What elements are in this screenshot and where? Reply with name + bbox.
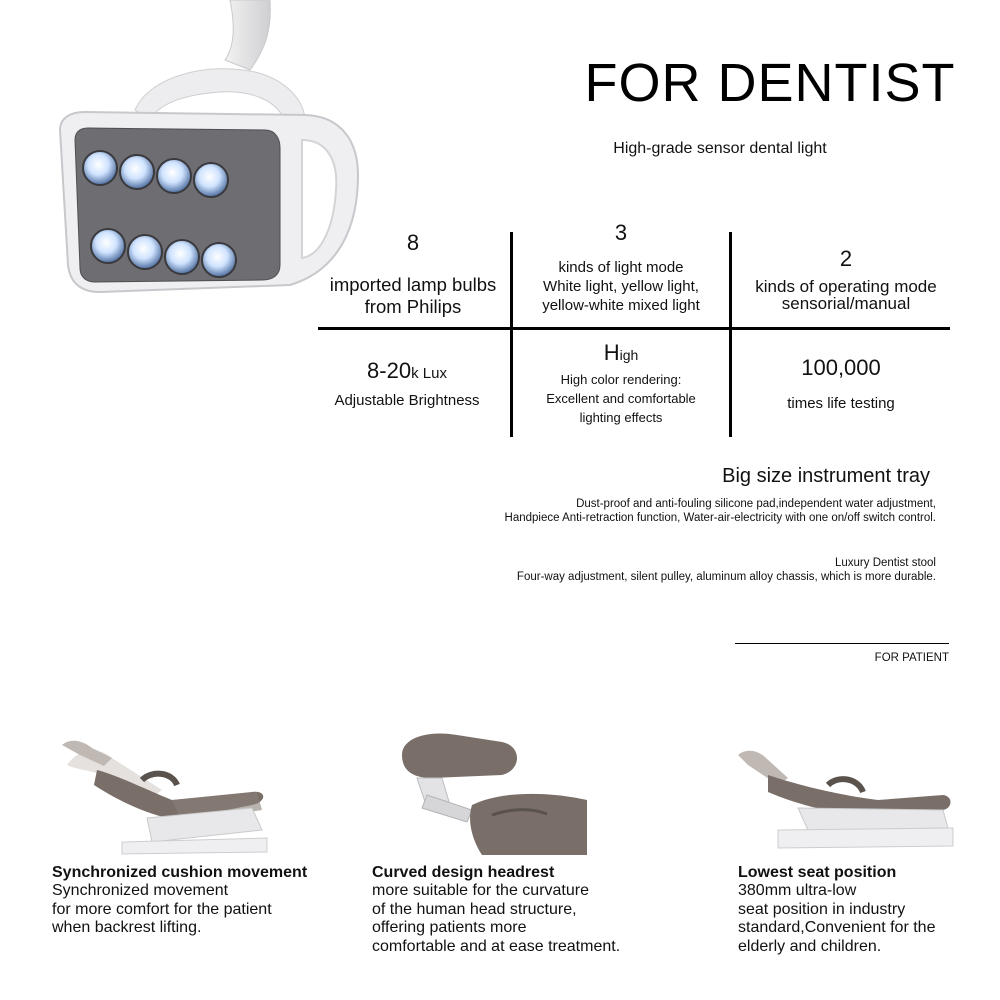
stool-title: Luxury Dentist stool: [835, 557, 936, 569]
feature-3-line: standard,Convenient for the: [738, 919, 936, 936]
spec-lux-value: 8-20: [367, 358, 412, 383]
feature-1-description: [52, 882, 272, 938]
spec-lux-unit: k Lux: [411, 365, 447, 382]
stool-description: [517, 556, 936, 584]
tray-line1: Dust-proof and anti-fouling silicone pad,independent water adjustment,: [576, 498, 936, 510]
spec-modes-line2: White light, yellow light,: [543, 278, 699, 295]
tray-title: Big size instrument tray: [722, 465, 930, 487]
spec-lux-label: Adjustable Brightness: [334, 392, 480, 409]
spec-bulbs: [318, 230, 508, 318]
feature-1-line: for more comfort for the patient: [52, 900, 272, 918]
spec-rendering-line1: High color rendering:: [560, 372, 682, 387]
spec-bulbs-number: 8: [406, 230, 420, 255]
feature-2-line: comfortable and at ease treatment.: [372, 937, 621, 955]
feature-2-line: of the human head structure,: [372, 900, 577, 918]
feature-3-line: seat position in industry: [738, 900, 906, 918]
spec-operating-number: 2: [839, 246, 853, 271]
tray-line2: Handpiece Anti-retraction function, Water-air-electricity with one on/off switch control.: [504, 512, 936, 524]
spec-light-modes: [513, 220, 729, 315]
page-title: FOR DENTIST: [584, 53, 956, 113]
feature-1-line: when backrest lifting.: [52, 919, 202, 936]
spec-rendering: [513, 340, 729, 427]
feature-3-line: elderly and children.: [738, 937, 882, 955]
feature-3-title: Lowest seat position: [738, 864, 897, 881]
spec-rendering-small: igh: [619, 347, 639, 363]
spec-bulbs-line1: imported lamp bulbs: [329, 274, 497, 295]
spec-lux: [313, 358, 501, 409]
tray-description: [505, 497, 936, 525]
spec-life-label: times life testing: [787, 395, 895, 412]
patient-label: FOR PATIENT: [874, 652, 949, 664]
low-seat-image: [738, 730, 988, 855]
spec-rendering-big: H: [603, 340, 620, 365]
spec-life: [732, 355, 950, 412]
feature-2-line: offering patients more: [372, 919, 527, 936]
spec-modes-number: 3: [614, 220, 628, 245]
patient-divider: [735, 643, 949, 644]
spec-life-value: 100,000: [801, 355, 881, 380]
spec-modes-line1: kinds of light mode: [558, 259, 684, 276]
spec-modes-line3: yellow-white mixed light: [542, 297, 700, 314]
spec-grid-horizontal-line: [318, 327, 950, 330]
stool-line1: Four-way adjustment, silent pulley, aluminum alloy chassis, which is more durable.: [516, 571, 936, 583]
spec-operating-line1: kinds of operating mode: [755, 277, 937, 296]
feature-1-line: Synchronized movement: [52, 882, 229, 899]
feature-2-description: [372, 882, 620, 956]
feature-3-line: 380mm ultra-low: [738, 882, 857, 899]
headrest-image: [372, 730, 622, 855]
feature-1-title: Synchronized cushion movement: [52, 864, 308, 881]
feature-2-title: Curved design headrest: [372, 864, 555, 881]
spec-rendering-line2: Excellent and comfortable: [546, 391, 696, 406]
spec-rendering-line3: lighting effects: [579, 410, 663, 425]
feature-2-line: more suitable for the curvature: [372, 882, 589, 899]
page-subtitle: High-grade sensor dental light: [613, 140, 827, 157]
spec-operating-modes: [732, 246, 960, 312]
feature-3-description: [738, 882, 935, 956]
spec-operating-line2: sensorial/manual: [781, 294, 911, 313]
chair-cushion-image: [52, 730, 302, 855]
spec-bulbs-line2: from Philips: [364, 296, 462, 317]
